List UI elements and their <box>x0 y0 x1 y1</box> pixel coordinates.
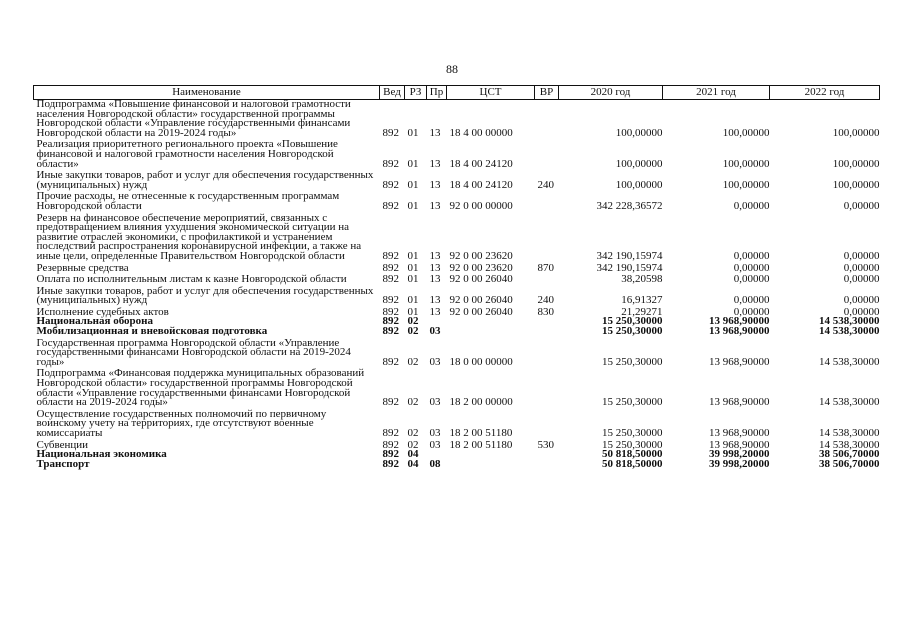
table-row <box>34 337 880 368</box>
row-name: Осуществление государственных полномочий по первичному воинскому учету на территориях, где отсутствуют военные комиссариаты <box>36 407 327 439</box>
row-vr <box>535 367 559 407</box>
row-rz: 01 <box>407 178 419 191</box>
row-vr <box>535 408 559 439</box>
row-vr <box>535 327 559 337</box>
row-name: Резервные средства <box>36 261 129 274</box>
row-pr: 13 <box>429 199 441 212</box>
row-cst <box>447 450 535 460</box>
row-2021: 13 968,90000 <box>709 315 770 328</box>
row-ved: 892 <box>382 126 399 139</box>
row-cst: 92 0 00 26040 <box>449 305 513 318</box>
row-2020: 100,00000 <box>615 126 663 139</box>
row-2022: 100,00000 <box>832 126 880 139</box>
row-cst <box>447 327 535 337</box>
row-ved: 892 <box>382 315 399 328</box>
row-ved: 892 <box>382 249 399 262</box>
table-row <box>34 262 880 274</box>
row-name: Мобилизационная и вневойсковая подготовка <box>36 325 268 338</box>
row-ved: 892 <box>382 157 399 170</box>
row-name: Национальная экономика <box>36 448 167 461</box>
row-2020: 342 228,36572 <box>596 199 663 212</box>
row-ved: 892 <box>382 178 399 191</box>
row-name: Подпрограмма «Финансовая поддержка муниципальных образований Новгородской области» государственной программы Новгородской области «Управление государственными финансами Новгородской области на 2019-2024 годы» <box>36 367 365 409</box>
row-name: Транспорт <box>36 457 90 470</box>
table-row <box>34 285 880 306</box>
row-2020: 15 250,30000 <box>602 325 663 338</box>
row-vr <box>535 138 559 169</box>
row-vr <box>535 190 559 211</box>
row-cst: 18 2 00 00000 <box>449 396 513 409</box>
header-cst: ЦСТ <box>447 86 535 100</box>
row-vr <box>535 450 559 460</box>
row-name: Иные закупки товаров, работ и услуг для обеспечения государственных (муниципальных) нужд <box>36 169 374 191</box>
table-row <box>34 169 880 190</box>
row-vr <box>535 460 559 470</box>
row-cst: 92 0 00 23620 <box>449 249 513 262</box>
row-2022: 14 538,30000 <box>819 396 880 409</box>
row-pr: 13 <box>429 157 441 170</box>
row-name: Резерв на финансовое обеспечение мероприятий, связанных с предотвращением влияния ухудшения экономической ситуации на развитие отраслей экономики, с профилактикой и устранением последствий распространения коронавирусной инфекции, а также на иные цели, определенные Правительством Новгородской области <box>36 211 362 262</box>
row-vr <box>535 100 559 139</box>
row-vr <box>535 273 559 285</box>
row-cst: 18 4 00 00000 <box>449 126 513 139</box>
row-2020: 15 250,30000 <box>602 396 663 409</box>
header-2021: 2021 год <box>663 86 770 100</box>
row-2020: 16,91327 <box>621 294 663 307</box>
row-2021: 0,00000 <box>733 249 770 262</box>
row-2021: 0,00000 <box>733 294 770 307</box>
row-vr: 240 <box>537 294 554 307</box>
row-2020: 100,00000 <box>615 157 663 170</box>
row-2020: 21,29271 <box>621 305 663 318</box>
row-2020: 15 250,30000 <box>602 315 663 328</box>
row-cst: 92 0 00 23620 <box>449 261 513 274</box>
row-cst <box>447 460 535 470</box>
row-vr: 530 <box>537 438 554 451</box>
row-rz: 02 <box>407 427 419 439</box>
row-vr <box>535 337 559 368</box>
row-cst: 92 0 00 26040 <box>449 273 513 286</box>
row-pr: 13 <box>429 126 441 139</box>
row-2021: 0,00000 <box>733 199 770 212</box>
row-ved: 892 <box>382 305 399 318</box>
row-2020: 15 250,30000 <box>602 438 663 451</box>
row-2021: 100,00000 <box>722 126 770 139</box>
row-2022: 14 538,30000 <box>819 325 880 338</box>
row-pr: 13 <box>429 261 441 274</box>
row-vr <box>535 317 559 327</box>
header-2022: 2022 год <box>770 86 880 100</box>
row-cst: 18 2 00 51180 <box>449 427 513 439</box>
row-rz: 02 <box>407 438 419 451</box>
row-2021: 13 968,90000 <box>709 427 770 439</box>
row-2022: 0,00000 <box>843 294 880 307</box>
row-2022: 38 506,70000 <box>819 457 880 470</box>
row-2021: 100,00000 <box>722 157 770 170</box>
page-number: 88 <box>446 62 458 76</box>
row-ved: 892 <box>382 457 399 470</box>
header-rz: РЗ <box>405 86 427 100</box>
row-2021: 13 968,90000 <box>709 438 770 451</box>
table-row <box>34 367 880 407</box>
row-vr <box>535 212 559 262</box>
row-rz: 01 <box>407 249 419 262</box>
row-pr: 03 <box>429 355 441 368</box>
row-2021: 39 998,20000 <box>709 448 770 461</box>
row-name: Оплата по исполнительным листам к казне Новгородской области <box>36 273 347 286</box>
row-rz: 04 <box>407 457 419 470</box>
row-ved: 892 <box>382 294 399 307</box>
row-cst: 92 0 00 26040 <box>449 294 513 307</box>
row-name: Прочие расходы, не отнесенные к государственным программам Новгородской области <box>36 190 340 212</box>
row-pr: 03 <box>429 325 441 338</box>
row-2021: 13 968,90000 <box>709 396 770 409</box>
row-name: Иные закупки товаров, работ и услуг для обеспечения государственных (муниципальных) нужд <box>36 284 374 307</box>
header-pr: Пр <box>427 86 447 100</box>
table-row <box>34 212 880 262</box>
row-2020: 15 250,30000 <box>602 427 663 439</box>
header-name: Наименование <box>34 86 380 100</box>
row-rz: 01 <box>407 305 419 318</box>
row-2021: 13 968,90000 <box>709 355 770 368</box>
row-2022: 14 538,30000 <box>819 427 880 439</box>
row-pr: 03 <box>429 438 441 451</box>
row-2021: 39 998,20000 <box>709 457 770 470</box>
row-2020: 342 190,15974 <box>596 261 663 274</box>
row-2021: 100,00000 <box>722 178 770 191</box>
row-2022: 14 538,30000 <box>819 355 880 368</box>
row-rz: 02 <box>407 396 419 409</box>
row-rz: 01 <box>407 157 419 170</box>
table-row <box>34 100 880 139</box>
row-2021: 0,00000 <box>733 261 770 274</box>
row-rz: 01 <box>407 126 419 139</box>
row-2022: 0,00000 <box>843 199 880 212</box>
row-ved: 892 <box>382 438 399 451</box>
row-rz: 04 <box>407 448 419 461</box>
row-pr: 13 <box>429 305 441 318</box>
row-pr: 03 <box>429 396 441 409</box>
row-name: Исполнение судебных актов <box>36 305 169 318</box>
row-name: Национальная оборона <box>36 315 154 328</box>
row-ved: 892 <box>382 448 399 461</box>
row-ved: 892 <box>382 199 399 212</box>
row-vr: 240 <box>537 178 554 191</box>
row-rz: 01 <box>407 273 419 286</box>
row-vr: 870 <box>537 261 554 274</box>
row-2022: 0,00000 <box>843 249 880 262</box>
row-ved: 892 <box>382 273 399 286</box>
row-pr: 08 <box>429 457 441 470</box>
row-cst: 18 4 00 24120 <box>449 178 513 191</box>
row-2022: 0,00000 <box>843 273 880 286</box>
table-row <box>34 408 880 439</box>
row-ved: 892 <box>382 396 399 409</box>
row-2022: 0,00000 <box>843 261 880 274</box>
row-ved: 892 <box>382 355 399 368</box>
row-cst: 18 2 00 51180 <box>449 438 513 451</box>
row-rz: 02 <box>407 325 419 338</box>
row-2021: 0,00000 <box>733 305 770 318</box>
row-ved: 892 <box>382 427 399 439</box>
row-cst <box>447 317 535 327</box>
row-cst: 92 0 00 00000 <box>449 199 513 212</box>
row-2022: 38 506,70000 <box>819 448 880 461</box>
table-body <box>34 100 880 470</box>
row-rz: 02 <box>407 315 419 328</box>
row-2022: 14 538,30000 <box>819 438 880 451</box>
row-2020: 15 250,30000 <box>602 355 663 368</box>
header-vr: ВР <box>535 86 559 100</box>
row-pr: 13 <box>429 178 441 191</box>
row-2022: 100,00000 <box>832 178 880 191</box>
row-ved: 892 <box>382 261 399 274</box>
row-rz: 01 <box>407 261 419 274</box>
header-2020: 2020 год <box>559 86 663 100</box>
row-2022: 14 538,30000 <box>819 315 880 328</box>
row-cst: 18 4 00 24120 <box>449 157 513 170</box>
row-ved: 892 <box>382 325 399 338</box>
row-name: Реализация приоритетного регионального проекта «Повышение финансовой и налоговой грамотности населения Новгородской области» <box>36 138 338 170</box>
header-ved: Вед <box>380 86 405 100</box>
row-2022: 0,00000 <box>843 305 880 318</box>
row-cst: 18 0 00 00000 <box>449 355 513 368</box>
budget-table <box>33 85 880 469</box>
row-name: Государственная программа Новгородской области «Управление государственными финансами Новгородской области на 2019-2024 годы» <box>36 336 351 368</box>
table-row <box>34 190 880 211</box>
row-2020: 100,00000 <box>615 178 663 191</box>
row-name: Субвенции <box>36 438 89 451</box>
row-pr: 13 <box>429 294 441 307</box>
row-2020: 50 818,50000 <box>602 457 663 470</box>
row-vr: 830 <box>537 305 554 318</box>
table-row <box>34 327 880 337</box>
row-2020: 50 818,50000 <box>602 448 663 461</box>
row-2020: 38,20598 <box>621 273 663 286</box>
row-2022: 100,00000 <box>832 157 880 170</box>
row-2021: 0,00000 <box>733 273 770 286</box>
row-pr: 13 <box>429 249 441 262</box>
row-rz: 02 <box>407 355 419 368</box>
row-2021: 13 968,90000 <box>709 325 770 338</box>
row-rz: 01 <box>407 199 419 212</box>
row-rz: 01 <box>407 294 419 307</box>
row-2020: 342 190,15974 <box>596 249 663 262</box>
row-pr: 03 <box>429 427 441 439</box>
table-row <box>34 460 880 470</box>
table-row <box>34 138 880 169</box>
row-pr: 13 <box>429 273 441 286</box>
table-row <box>34 273 880 285</box>
row-name: Подпрограмма «Повышение финансовой и налоговой грамотности населения Новгородской области» государственной программы Новгородской области «Управление государственными финансами Новгородской области на 2019-2024 годы» <box>36 98 351 139</box>
